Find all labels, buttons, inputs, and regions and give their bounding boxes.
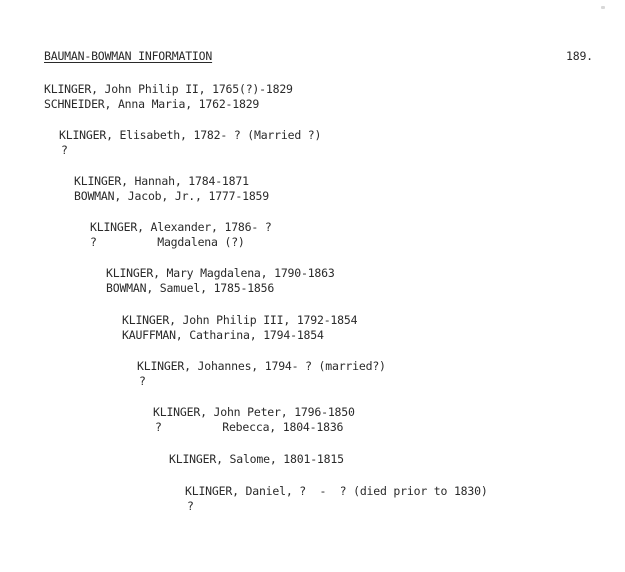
entry-3-spouse: BOWMAN, Jacob, Jr., 1777-1859: [74, 189, 269, 203]
entry-5-spouse: BOWMAN, Samuel, 1785-1856: [106, 281, 275, 295]
entry-10-person: KLINGER, Daniel, ? - ? (died prior to 1830): [185, 484, 488, 498]
entry-6-person: KLINGER, John Philip III, 1792-1854: [122, 313, 358, 327]
entry-5-person: KLINGER, Mary Magdalena, 1790-1863: [106, 266, 335, 280]
entry-6-spouse: KAUFFMAN, Catharina, 1794-1854: [122, 328, 324, 342]
entry-1-spouse: SCHNEIDER, Anna Maria, 1762-1829: [44, 97, 260, 111]
document-title: BAUMAN-BOWMAN INFORMATION: [44, 49, 213, 63]
entry-7-person: KLINGER, Johannes, 1794- ? (married?): [137, 359, 386, 373]
entry-8-spouse: ? Rebecca, 1804-1836: [155, 420, 344, 434]
entry-7-spouse: ?: [139, 374, 146, 388]
entry-8-person: KLINGER, John Peter, 1796-1850: [153, 405, 355, 419]
entry-9-person: KLINGER, Salome, 1801-1815: [169, 452, 344, 466]
entry-1-person: KLINGER, John Philip II, 1765(?)-1829: [44, 82, 293, 96]
entry-10-spouse: ?: [187, 499, 194, 513]
entry-4-person: KLINGER, Alexander, 1786- ?: [90, 220, 272, 234]
entry-2-person: KLINGER, Elisabeth, 1782- ? (Married ?): [59, 128, 322, 142]
scan-speck: [601, 6, 605, 9]
entry-2-spouse: ?: [61, 143, 68, 157]
entry-3-person: KLINGER, Hannah, 1784-1871: [74, 174, 249, 188]
page-number: 189.: [566, 49, 593, 63]
entry-4-spouse: ? Magdalena (?): [90, 235, 245, 249]
